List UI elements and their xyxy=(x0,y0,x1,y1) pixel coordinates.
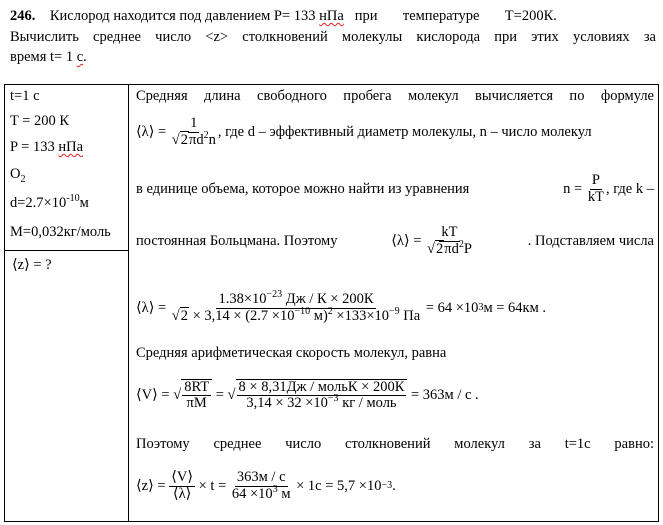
formula-2-lhs: n = xyxy=(563,180,583,197)
formula-3-denominator: $√2\pi d^2P$ xyxy=(427,238,472,257)
formula-6-den-b: м xyxy=(277,485,291,502)
formula-5-equals: = xyxy=(215,386,224,403)
solution-paragraph-3-text: постоянная Больцмана. Поэтому xyxy=(136,232,338,249)
given-diameter-value: d=2.7×10 xyxy=(10,195,67,211)
formula-2-numerator: P xyxy=(591,172,600,189)
formula-4-den-b: м) xyxy=(310,307,328,324)
formula-5-den-exp: −3 xyxy=(327,393,339,405)
problem-text-2: при xyxy=(354,8,378,24)
problem-number: 246. xyxy=(10,8,36,24)
formula-mean-velocity: ⟨V⟩ = √ $\frac{8RT}{\pi M}$ = √ $\frac{\text{8 × 8,31Дж / мольК × 200К}}{3,14 \times 32 \times 10^{-3} кг / моль}$ = 363м / с . xyxy=(136,378,479,411)
problem-text-1: Кислород находится под давлением P= 133 xyxy=(49,8,316,24)
formula-4-result: = 64 ×10 xyxy=(425,299,479,316)
problem-line-3 xyxy=(10,49,87,66)
formula-3-fraction xyxy=(425,225,474,256)
formula-5-den-a: 3,14 × 32 ×10 xyxy=(246,395,328,411)
problem-unit-npa: нПа xyxy=(319,8,344,24)
formula-6-denominator-1: ⟨λ⟩ xyxy=(172,485,192,502)
formula-3-numerator: kT xyxy=(441,224,458,241)
table-column-divider xyxy=(128,84,129,522)
formula-2-denominator: kT xyxy=(587,188,604,205)
formula-4-den-d: Па xyxy=(399,307,421,324)
formula-6-result-end: . xyxy=(392,477,396,494)
formula-4-num-exp: −23 xyxy=(266,289,283,301)
formula-4-num-b: Дж / К × 200К xyxy=(282,291,374,308)
given-diameter-unit: м xyxy=(79,195,89,211)
given-molar-mass: M=0,032кг/моль xyxy=(10,224,111,240)
formula-1-denominator: $√2\pi d^2n$ xyxy=(171,129,216,148)
given-diameter xyxy=(10,195,89,212)
formula-5-result: = 363м / с . xyxy=(410,386,479,403)
formula-4-den-exp1: −10 xyxy=(294,305,311,317)
formula-concentration xyxy=(563,173,654,204)
formula-mean-free-path-kt xyxy=(391,225,474,256)
table-left-border xyxy=(4,84,5,522)
given-gas-subscript: 2 xyxy=(20,173,26,185)
problem-temperature: T=200К. xyxy=(504,8,557,24)
formula-5-numerator-2: 8 × 8,31Дж / мольК × 200К xyxy=(238,378,405,395)
table-top-border xyxy=(4,84,659,85)
formula-1-sqrt: 2 xyxy=(180,131,188,148)
solution-paragraph-4: Средняя арифметическая скорость молекул, равна xyxy=(136,345,447,361)
formula-3-exp: 2 xyxy=(458,238,464,250)
given-pressure-unit: нПа xyxy=(58,139,84,155)
given-time: t=1 с xyxy=(10,88,40,104)
solution-paragraph-2 xyxy=(136,165,654,213)
formula-4-den-exp3: −9 xyxy=(389,305,400,317)
table-bottom-border xyxy=(4,521,659,522)
formula-3-lhs: ⟨λ⟩ = xyxy=(391,232,422,249)
problem-line-2: Вычислить среднее число <z> столкновений молекулы кислорода при этих условиях за xyxy=(10,29,656,45)
formula-6-fraction-2 xyxy=(230,470,293,501)
formula-3-sqrt: 2 xyxy=(436,240,444,257)
find-z: ⟨z⟩ = ? xyxy=(12,257,52,273)
formula-4-num-a: 1.38×10 xyxy=(218,291,267,308)
formula-4-lhs: ⟨λ⟩ = xyxy=(136,299,167,316)
formula-6-result: × 1с = 5,7 ×10 xyxy=(296,477,382,494)
solution-paragraph-1: Средняя длина свободного пробега молекул вычисляется по формуле xyxy=(136,88,654,104)
formula-numeric-free-path: ⟨λ⟩ = $\frac{1.38\times 10^{-23} Дж / К \times 200К}{√2 \times 3,14 \times (2.7 \times 10^{-10} м)^2 \times 133\times 10^{-9} Па}$ = 64 ×10 3 м = 64км . xyxy=(136,289,547,324)
formula-4-result-end: м = 64км . xyxy=(483,299,547,316)
formula-5-denominator-2 xyxy=(244,393,398,411)
formula-5-numerator-1: 8RT xyxy=(184,378,210,395)
formula-6-den-exp: 3 xyxy=(272,483,278,495)
formula-mean-free-path xyxy=(136,108,592,156)
formula-2-fraction xyxy=(586,173,606,204)
given-gas-symbol: O xyxy=(10,166,21,182)
problem-text-4: время t= 1 xyxy=(10,49,74,65)
formula-6-numerator-2: 363м / с xyxy=(236,469,286,486)
formula-6-den-a: 64 ×10 xyxy=(231,485,273,502)
formula-collisions: ⟨z⟩ = $\frac{⟨V⟩}{⟨\lambda⟩}$ × t = $\frac{363м / с}{64 \times 10^3 м}$ × 1с = 5,7 ×10 −3 . xyxy=(136,469,396,502)
solution-paragraph-3-end: . Подставляем числа xyxy=(527,232,654,249)
given-gas xyxy=(10,166,25,183)
solution-paragraph-3 xyxy=(136,216,654,266)
formula-4-den-a: × 3,14 × (2.7 ×10 xyxy=(189,307,295,324)
formula-1-numerator: 1 xyxy=(190,115,198,132)
formula-4-fraction xyxy=(170,289,422,324)
solution-paragraph-5: Поэтому среднее число столкновений молекул за t=1с равно: xyxy=(136,436,654,452)
problem-text-5: . xyxy=(83,49,87,65)
given-diameter-exponent: -10 xyxy=(66,193,80,205)
formula-1-exp: 2 xyxy=(203,129,209,141)
formula-4-den-exp2: 2 xyxy=(327,305,333,317)
given-pressure xyxy=(10,139,83,156)
problem-unit-s: с xyxy=(76,49,84,65)
formula-6-denominator-2 xyxy=(230,483,293,502)
given-find-divider xyxy=(4,250,128,251)
formula-6-lhs: ⟨z⟩ = xyxy=(136,477,166,494)
formula-3-p: P xyxy=(463,240,472,257)
solution-paragraph-2-text: в единице объема, которое можно найти из уравнения xyxy=(136,180,470,197)
formula-1-text: , где d – эффективный диаметр молекулы, n – число молекул xyxy=(217,123,592,140)
formula-1-fraction xyxy=(170,116,218,147)
formula-6-numerator-1: ⟨V⟩ xyxy=(171,469,193,486)
formula-6-mid: × t = xyxy=(198,477,227,494)
formula-5-fraction-1 xyxy=(181,379,212,411)
formula-2-text: , где k – xyxy=(605,180,654,197)
problem-text-3: температуре xyxy=(402,8,480,24)
formula-6-fraction-1 xyxy=(169,470,195,501)
formula-1-pid: πd xyxy=(189,131,204,148)
formula-5-fraction-2 xyxy=(236,379,408,411)
given-temperature: T = 200 К xyxy=(10,113,70,129)
formula-4-denominator: $√2 \times 3,14 \times (2.7 \times 10^{-10}$ $м)^2 \times 133\times 10^{-9}$ Па xyxy=(171,305,421,324)
formula-3-pid: πd xyxy=(444,240,459,257)
formula-5-denominator-1: πM xyxy=(186,395,207,411)
formula-1-lhs: ⟨λ⟩ = xyxy=(136,123,167,140)
formula-5-lhs: ⟨V⟩ = xyxy=(136,386,170,403)
formula-5-den-b: кг / моль xyxy=(338,395,397,411)
given-pressure-value: P = 133 xyxy=(10,139,55,155)
formula-4-den-c: ×133×10 xyxy=(332,307,390,324)
problem-line-1 xyxy=(10,8,658,25)
table-right-border xyxy=(658,84,659,522)
formula-1-n: n xyxy=(208,131,216,148)
formula-4-sqrt: 2 xyxy=(180,307,188,324)
